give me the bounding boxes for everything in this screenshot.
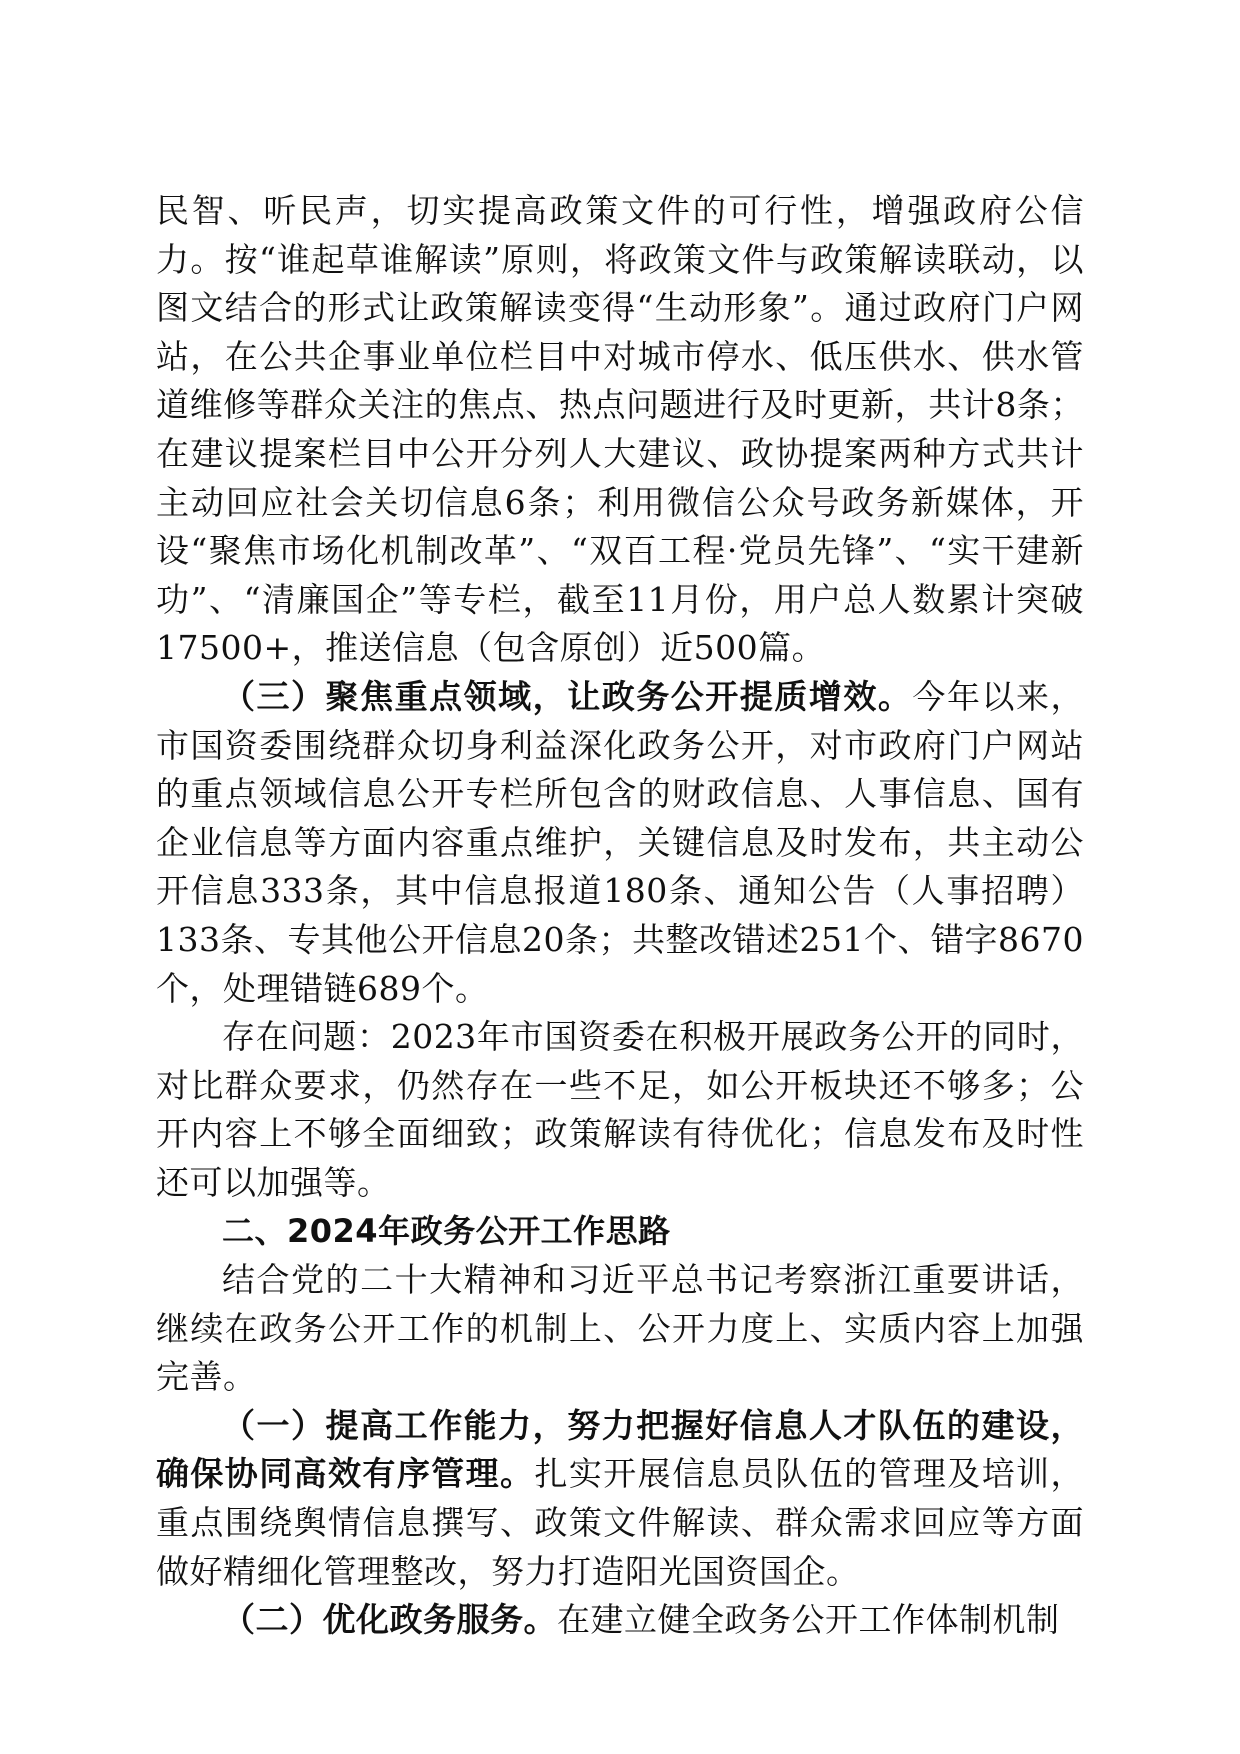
paragraph-lead: （二）优化政务服务。 [222, 1600, 557, 1640]
paragraph-text: 存在问题：2023年市国资委在积极开展政务公开的同时，对比群众要求，仍然存在一些不足，如公开板块还不够多；公开内容上不够全面细致；政策解读有待优化；信息发布及时性还可以加强等。 [156, 1017, 1084, 1202]
paragraph-lead: （一）提高工作能力，努力把握好信息人才队伍的建设，确保协同高效有序管理。 [156, 1405, 1084, 1494]
paragraph-optimize-services [156, 1596, 1084, 1645]
paragraph-text: 在建立健全政务公开工作体制机制 [557, 1600, 1060, 1640]
paragraph-existing-problems [156, 1013, 1084, 1207]
paragraph-plan-intro [156, 1256, 1084, 1402]
paragraph-work-capacity [156, 1402, 1084, 1596]
document-body [156, 187, 1084, 1645]
paragraph-policy-interpretation [156, 187, 1084, 673]
section-heading-2024-plan: 二、2024年政务公开工作思路 [222, 1212, 671, 1251]
paragraph-lead: （三）聚焦重点领域，让政务公开提质增效。 [222, 676, 913, 716]
paragraph-text: 扎实开展信息员队伍的管理及培训，重点围绕舆情信息撰写、政策文件解读、群众需求回应等方面做好精细化管理整改，努力打造阳光国资国企。 [156, 1454, 1085, 1591]
paragraph-text: 民智、听民声，切实提高政策文件的可行性，增强政府公信力。按“谁起草谁解读”原则，将政策文件与政策解读联动，以图文结合的形式让政策解读变得“生动形象”。通过政府门户网站，在公共企事业单位栏目中对城市停水、低压供水、供水管道维修等群众关注的焦点、热点问题进行及时更新，共计8条；在建议提案栏目中公开分列人大建议、政协提案两种方式共计主动回应社会关切信息6条；利用微信公众号政务新媒体，开设“聚焦市场化机制改革”、“双百工程·党员先锋”、“实干建新功”、“清廉国企”等专栏，截至11月份，用户总人数累计突破17500+，推送信息（包含原创）近500篇。 [156, 191, 1084, 668]
paragraph-text: 结合党的二十大精神和习近平总书记考察浙江重要讲话，继续在政务公开工作的机制上、公开力度上、实质内容上加强完善。 [156, 1260, 1084, 1397]
paragraph-text: 今年以来，市国资委围绕群众切身利益深化政务公开，对市政府门户网站的重点领域信息公开专栏所包含的财政信息、人事信息、国有企业信息等方面内容重点维护，关键信息及时发布，共主动公开信息333条，其中信息报道180条、通知公告（人事招聘）133条、专其他公开信息20条；共整改错述251个、错字8670个，处理错链689个。 [156, 676, 1085, 1008]
paragraph-key-areas [156, 673, 1084, 1013]
